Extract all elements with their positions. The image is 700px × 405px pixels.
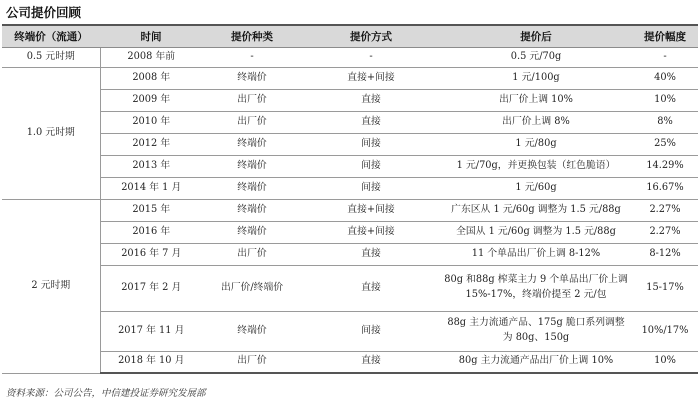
table-row — [2, 177, 698, 199]
cell-after-increase: 出厂价上调 10% — [440, 89, 632, 111]
cell-price-method: 直接+间接 — [302, 67, 440, 89]
cell-time: 2015 年 — [100, 199, 202, 221]
table-row — [2, 311, 698, 351]
cell-increase-range: 8-12% — [632, 243, 698, 265]
cell-increase-range: 10% — [632, 351, 698, 373]
header-row — [2, 25, 698, 47]
cell-after-increase: 全国从 1 元/60g 调整为 1.5 元/88g — [440, 221, 632, 243]
cell-period: 1.0 元时期 — [2, 67, 100, 199]
cell-price-method: 间接 — [302, 177, 440, 199]
cell-after-increase: 出厂价上调 8% — [440, 111, 632, 133]
cell-price-kind: 终端价 — [202, 177, 302, 199]
table-row — [2, 133, 698, 155]
cell-time: 2017 年 11 月 — [100, 311, 202, 351]
cell-increase-range: 25% — [632, 133, 698, 155]
cell-after-increase: 80g 和88g 榨菜主力 9 个单品出厂价上调 15%-17%，终端价提至 2 元/包 — [440, 265, 632, 311]
cell-time: 2008 年前 — [100, 47, 202, 67]
cell-time: 2018 年 10 月 — [100, 351, 202, 373]
cell-increase-range: 8% — [632, 111, 698, 133]
cell-after-increase: 1 元/80g — [440, 133, 632, 155]
cell-after-increase: 1 元/100g — [440, 67, 632, 89]
cell-price-kind: 出厂价 — [202, 351, 302, 373]
cell-time: 2009 年 — [100, 89, 202, 111]
cell-after-increase: 1 元/60g — [440, 177, 632, 199]
cell-price-method: 间接 — [302, 133, 440, 155]
cell-price-kind: 终端价 — [202, 155, 302, 177]
table-row — [2, 265, 698, 311]
cell-time: 2016 年 7 月 — [100, 243, 202, 265]
cell-price-kind: 终端价 — [202, 311, 302, 351]
cell-after-increase: 1 元/70g，并更换包装（红色脆语） — [440, 155, 632, 177]
cell-after-increase: 88g 主力流通产品、175g 脆口系列调整为 80g、150g — [440, 311, 632, 351]
cell-increase-range: 2.27% — [632, 199, 698, 221]
cell-after-increase: 80g 主力流通产品出厂价上调 10% — [440, 351, 632, 373]
cell-price-method: 直接 — [302, 243, 440, 265]
cell-increase-range: 10% — [632, 89, 698, 111]
table-row — [2, 67, 698, 89]
cell-increase-range: 15-17% — [632, 265, 698, 311]
cell-time: 2012 年 — [100, 133, 202, 155]
table-row — [2, 221, 698, 243]
cell-period: 0.5 元时期 — [2, 47, 100, 67]
cell-price-method: 间接 — [302, 155, 440, 177]
cell-time: 2014 年 1 月 — [100, 177, 202, 199]
cell-price-kind: 终端价 — [202, 221, 302, 243]
table-row — [2, 89, 698, 111]
table-row — [2, 111, 698, 133]
cell-time: 2017 年 2 月 — [100, 265, 202, 311]
cell-increase-range: 16.67% — [632, 177, 698, 199]
table-row — [2, 351, 698, 373]
table-row — [2, 47, 698, 67]
cell-after-increase: 11 个单品出厂价上调 8-12% — [440, 243, 632, 265]
cell-time: 2010 年 — [100, 111, 202, 133]
cell-after-increase: 0.5 元/70g — [440, 47, 632, 67]
cell-price-method: 直接 — [302, 351, 440, 373]
header-after-increase: 提价后 — [440, 25, 632, 47]
cell-price-method: 直接 — [302, 265, 440, 311]
cell-time: 2016 年 — [100, 221, 202, 243]
cell-price-method: 直接+间接 — [302, 221, 440, 243]
cell-increase-range: 10%/17% — [632, 311, 698, 351]
header-increase-range: 提价幅度 — [632, 25, 698, 47]
source-note: 资料来源：公司公告，中信建投证券研究发展部 — [6, 388, 206, 399]
header-price-kind: 提价种类 — [202, 25, 302, 47]
cell-time: 2013 年 — [100, 155, 202, 177]
cell-price-kind: - — [202, 47, 302, 67]
table-title: 公司提价回顾 — [6, 5, 82, 20]
cell-price-method: 间接 — [302, 311, 440, 351]
cell-price-kind: 终端价 — [202, 199, 302, 221]
cell-increase-range: 40% — [632, 67, 698, 89]
header-terminal-price: 终端价（流通） — [2, 25, 100, 47]
table-row — [2, 199, 698, 221]
cell-price-kind: 出厂价/终端价 — [202, 265, 302, 311]
cell-price-kind: 出厂价 — [202, 243, 302, 265]
cell-increase-range: 2.27% — [632, 221, 698, 243]
table-row — [2, 155, 698, 177]
cell-increase-range: - — [632, 47, 698, 67]
cell-price-kind: 出厂价 — [202, 89, 302, 111]
cell-price-method: 直接+间接 — [302, 199, 440, 221]
cell-price-method: 直接 — [302, 111, 440, 133]
cell-price-method: - — [302, 47, 440, 67]
cell-after-increase: 广东区从 1 元/60g 调整为 1.5 元/88g — [440, 199, 632, 221]
header-price-method: 提价方式 — [302, 25, 440, 47]
price-history-table — [2, 24, 698, 374]
cell-price-method: 直接 — [302, 89, 440, 111]
cell-price-kind: 终端价 — [202, 67, 302, 89]
cell-price-kind: 终端价 — [202, 133, 302, 155]
cell-time: 2008 年 — [100, 67, 202, 89]
cell-period: 2 元时期 — [2, 199, 100, 373]
table-row — [2, 243, 698, 265]
cell-increase-range: 14.29% — [632, 155, 698, 177]
cell-price-kind: 出厂价 — [202, 111, 302, 133]
header-time: 时间 — [100, 25, 202, 47]
